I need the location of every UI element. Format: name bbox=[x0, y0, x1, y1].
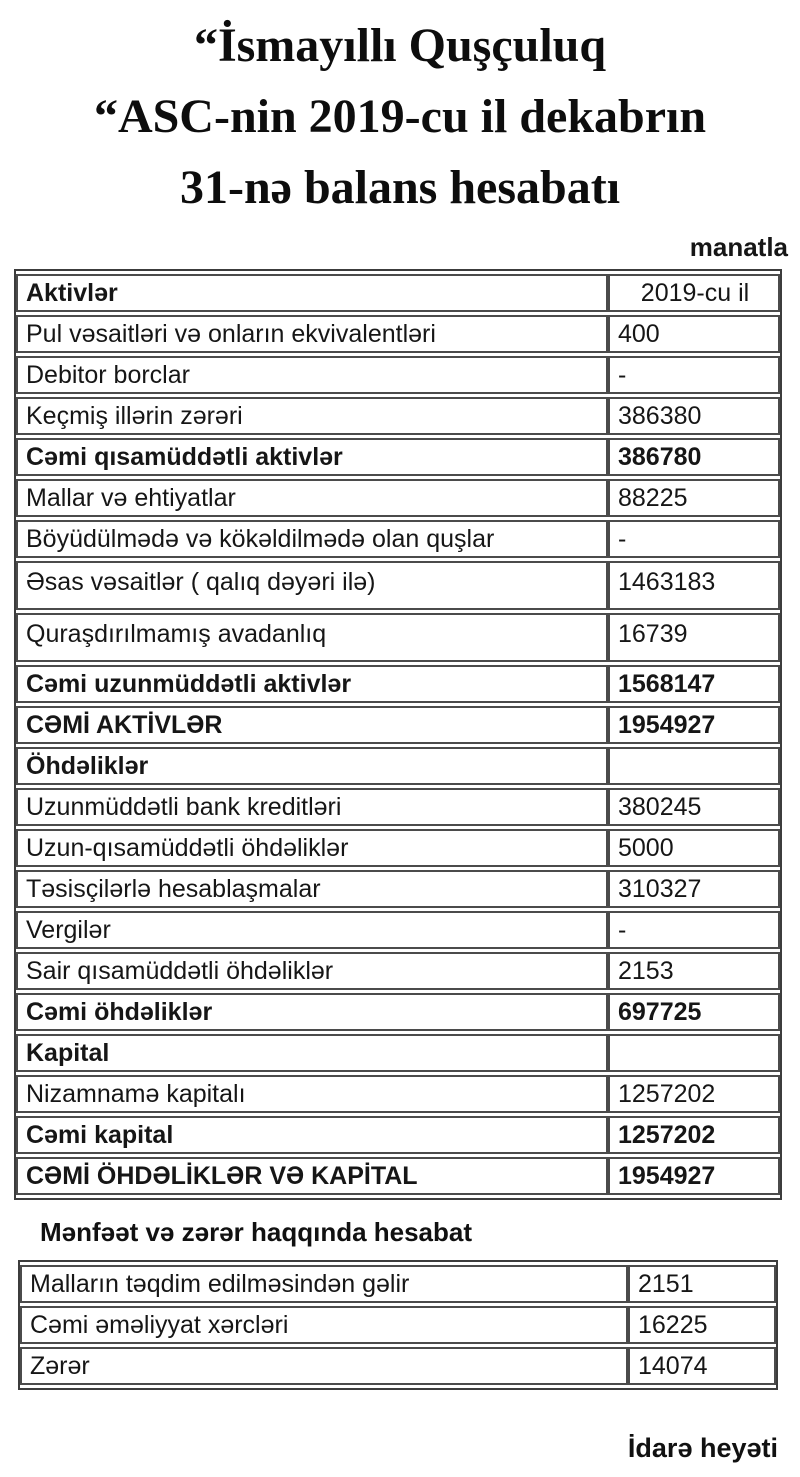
row-label: Böyüdülmədə və kökəldilmədə olan quşlar bbox=[16, 520, 608, 558]
row-label: Cəmi qısamüddətli aktivlər bbox=[16, 438, 608, 476]
table-row bbox=[16, 911, 780, 949]
row-value: 1954927 bbox=[608, 1157, 780, 1195]
row-label: Təsisçilərlə hesablaşmalar bbox=[16, 870, 608, 908]
row-label: Mallar və ehtiyatlar bbox=[16, 479, 608, 517]
row-label: Nizamnamə kapitalı bbox=[16, 1075, 608, 1113]
balance-table-body bbox=[16, 315, 780, 1195]
table-row bbox=[20, 1306, 776, 1344]
table-row bbox=[16, 438, 780, 476]
row-label: Öhdəliklər bbox=[16, 747, 608, 785]
row-label: Əsas vəsaitlər ( qalıq dəyəri ilə) bbox=[16, 561, 608, 610]
row-value: 697725 bbox=[608, 993, 780, 1031]
title-line-1: “İsmayıllı Quşçuluq bbox=[193, 19, 607, 72]
row-label: Vergilər bbox=[16, 911, 608, 949]
table-row bbox=[16, 1157, 780, 1195]
table-row bbox=[16, 788, 780, 826]
table-row bbox=[16, 829, 780, 867]
row-label: Keçmiş illərin zərəri bbox=[16, 397, 608, 435]
row-value: 2151 bbox=[628, 1265, 776, 1303]
row-label: Pul vəsaitləri və onların ekvivalentləri bbox=[16, 315, 608, 353]
table-row bbox=[16, 870, 780, 908]
table-row bbox=[16, 952, 780, 990]
board-signature: İdarə heyəti bbox=[627, 1433, 778, 1463]
profit-table-body bbox=[20, 1265, 776, 1385]
table-row bbox=[16, 479, 780, 517]
row-label: Cəmi kapital bbox=[16, 1116, 608, 1154]
table-row bbox=[20, 1347, 776, 1385]
table-row bbox=[16, 356, 780, 394]
row-value: 1568147 bbox=[608, 665, 780, 703]
row-value: 310327 bbox=[608, 870, 780, 908]
balance-table-header-row bbox=[16, 274, 780, 312]
row-label: Cəmi öhdəliklər bbox=[16, 993, 608, 1031]
title-line-3: 31-nə balans hesabatı bbox=[179, 161, 621, 214]
row-value: 1257202 bbox=[608, 1116, 780, 1154]
row-label: Zərər bbox=[20, 1347, 628, 1385]
row-value: - bbox=[608, 356, 780, 394]
row-value bbox=[608, 747, 780, 785]
row-label: CƏMİ AKTİVLƏR bbox=[16, 706, 608, 744]
row-label: Uzunmüddətli bank kreditləri bbox=[16, 788, 608, 826]
row-value: 400 bbox=[608, 315, 780, 353]
row-label: Cəmi uzunmüddətli aktivlər bbox=[16, 665, 608, 703]
row-label: Quraşdırılmamış avadanlıq bbox=[16, 613, 608, 662]
header-assets-label: Aktivlər bbox=[16, 274, 608, 312]
row-value: 1257202 bbox=[608, 1075, 780, 1113]
profit-loss-table bbox=[18, 1260, 778, 1390]
row-value: 2153 bbox=[608, 952, 780, 990]
table-row bbox=[16, 1116, 780, 1154]
currency-unit-note: manatla bbox=[689, 232, 788, 262]
table-row bbox=[16, 520, 780, 558]
row-label: Kapital bbox=[16, 1034, 608, 1072]
row-value: 14074 bbox=[628, 1347, 776, 1385]
row-value: 5000 bbox=[608, 829, 780, 867]
table-row bbox=[16, 1034, 780, 1072]
row-label: CƏMİ ÖHDƏLİKLƏR VƏ KAPİTAL bbox=[16, 1157, 608, 1195]
table-row bbox=[16, 561, 780, 610]
row-value: 386780 bbox=[608, 438, 780, 476]
profit-loss-heading: Mənfəət və zərər haqqında hesabat bbox=[40, 1217, 473, 1247]
row-label: Sair qısamüddətli öhdəliklər bbox=[16, 952, 608, 990]
row-label: Malların təqdim edilməsindən gəlir bbox=[20, 1265, 628, 1303]
table-row bbox=[16, 1075, 780, 1113]
table-row bbox=[16, 747, 780, 785]
row-label: Debitor borclar bbox=[16, 356, 608, 394]
table-row bbox=[16, 397, 780, 435]
table-row bbox=[16, 993, 780, 1031]
row-value: 380245 bbox=[608, 788, 780, 826]
header-year-label: 2019-cu il bbox=[608, 274, 780, 312]
row-value: 16739 bbox=[608, 613, 780, 662]
row-value: - bbox=[608, 520, 780, 558]
row-label: Cəmi əməliyyat xərcləri bbox=[20, 1306, 628, 1344]
row-value bbox=[608, 1034, 780, 1072]
row-value: 386380 bbox=[608, 397, 780, 435]
table-row bbox=[16, 613, 780, 662]
row-value: - bbox=[608, 911, 780, 949]
table-row bbox=[20, 1265, 776, 1303]
row-value: 16225 bbox=[628, 1306, 776, 1344]
row-value: 88225 bbox=[608, 479, 780, 517]
row-label: Uzun-qısamüddətli öhdəliklər bbox=[16, 829, 608, 867]
table-row bbox=[16, 706, 780, 744]
table-row bbox=[16, 665, 780, 703]
row-value: 1954927 bbox=[608, 706, 780, 744]
table-row bbox=[16, 315, 780, 353]
title-line-2: “ASC-nin 2019-cu il dekabrın bbox=[93, 90, 707, 143]
balance-sheet-table bbox=[14, 269, 782, 1200]
row-value: 1463183 bbox=[608, 561, 780, 610]
page-title bbox=[0, 10, 800, 223]
